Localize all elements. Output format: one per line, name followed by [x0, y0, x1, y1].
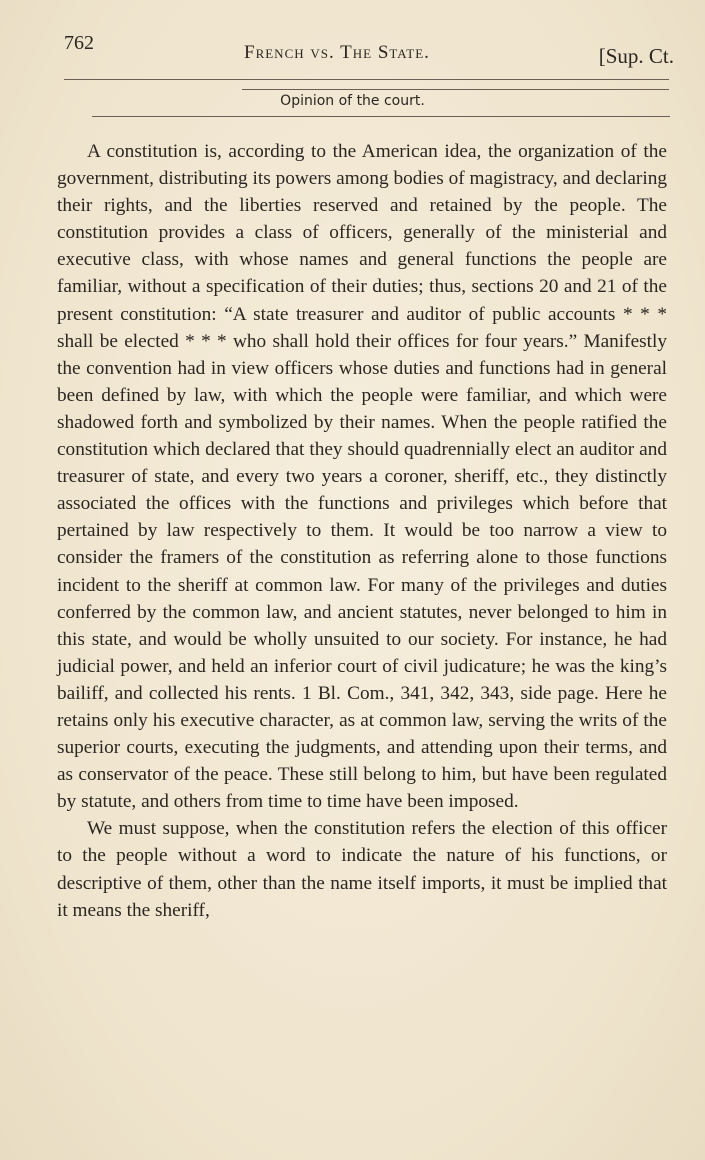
subheader-rule	[92, 116, 670, 117]
header-rule	[64, 79, 669, 80]
running-title: French vs. The State.	[244, 42, 430, 63]
paragraph: We must suppose, when the constitution refers the election of this officer to the people without a word to indicate the nature of his functions, or descriptive of them, other than the name itself imports, it must be implied that it means the sheriff,	[57, 818, 667, 921]
page-number: 762	[64, 32, 94, 54]
paragraph: A constitution is, according to the American idea, the organization of the government, distributing its powers among bodies of magistracy, and declaring their rights, and the liberties reserved and retained by the people. The constitution provides a class of officers, generally of the ministerial and executive class, with whose names and general functions the people are familiar, without a specification of their duties; thus, sections 20 and 21 of the present constitution: “A state treasurer and auditor of public accounts * * * shall be elected * * * who shall hold their offices for four years.” Manifestly the convention had in view officers whose duties and functions had in general been defined by law, with which the people were familiar, and which were shadowed forth and symbolized by their names. When the people ratified the constitution which declared that they should quadrennially elect an auditor and treasurer of state, and every two years a coroner, sheriff, etc., they distinctly associated the offices with the functions and privileges which before that pertained by law respectively to them. It would be too narrow a view to consider the framers of the constitution as referring alone to those functions incident to the sheriff at common law. For many of the privileges and duties conferred by the common law, and ancient statutes, never belonged to him in this state, and would be wholly unsuited to our society. For instance, he had judicial power, and held an inferior court of civil judicature; he was the king’s bailiff, and collected his rents. 1 Bl. Com., 341, 342, 343, side page. Here he retains only his executive character, as at common law, serving the writs of the superior courts, executing the judgments, and attending upon their terms, and as conservator of the peace. These still belong to him, but have been regulated by statute, and others from time to time have been imposed.	[57, 141, 667, 813]
header-rule-secondary	[242, 89, 669, 90]
opinion-text	[57, 138, 667, 924]
section-subheader: Opinion of the court.	[280, 93, 425, 109]
court-reference: [Sup. Ct.	[598, 44, 674, 68]
page-header	[64, 30, 674, 66]
